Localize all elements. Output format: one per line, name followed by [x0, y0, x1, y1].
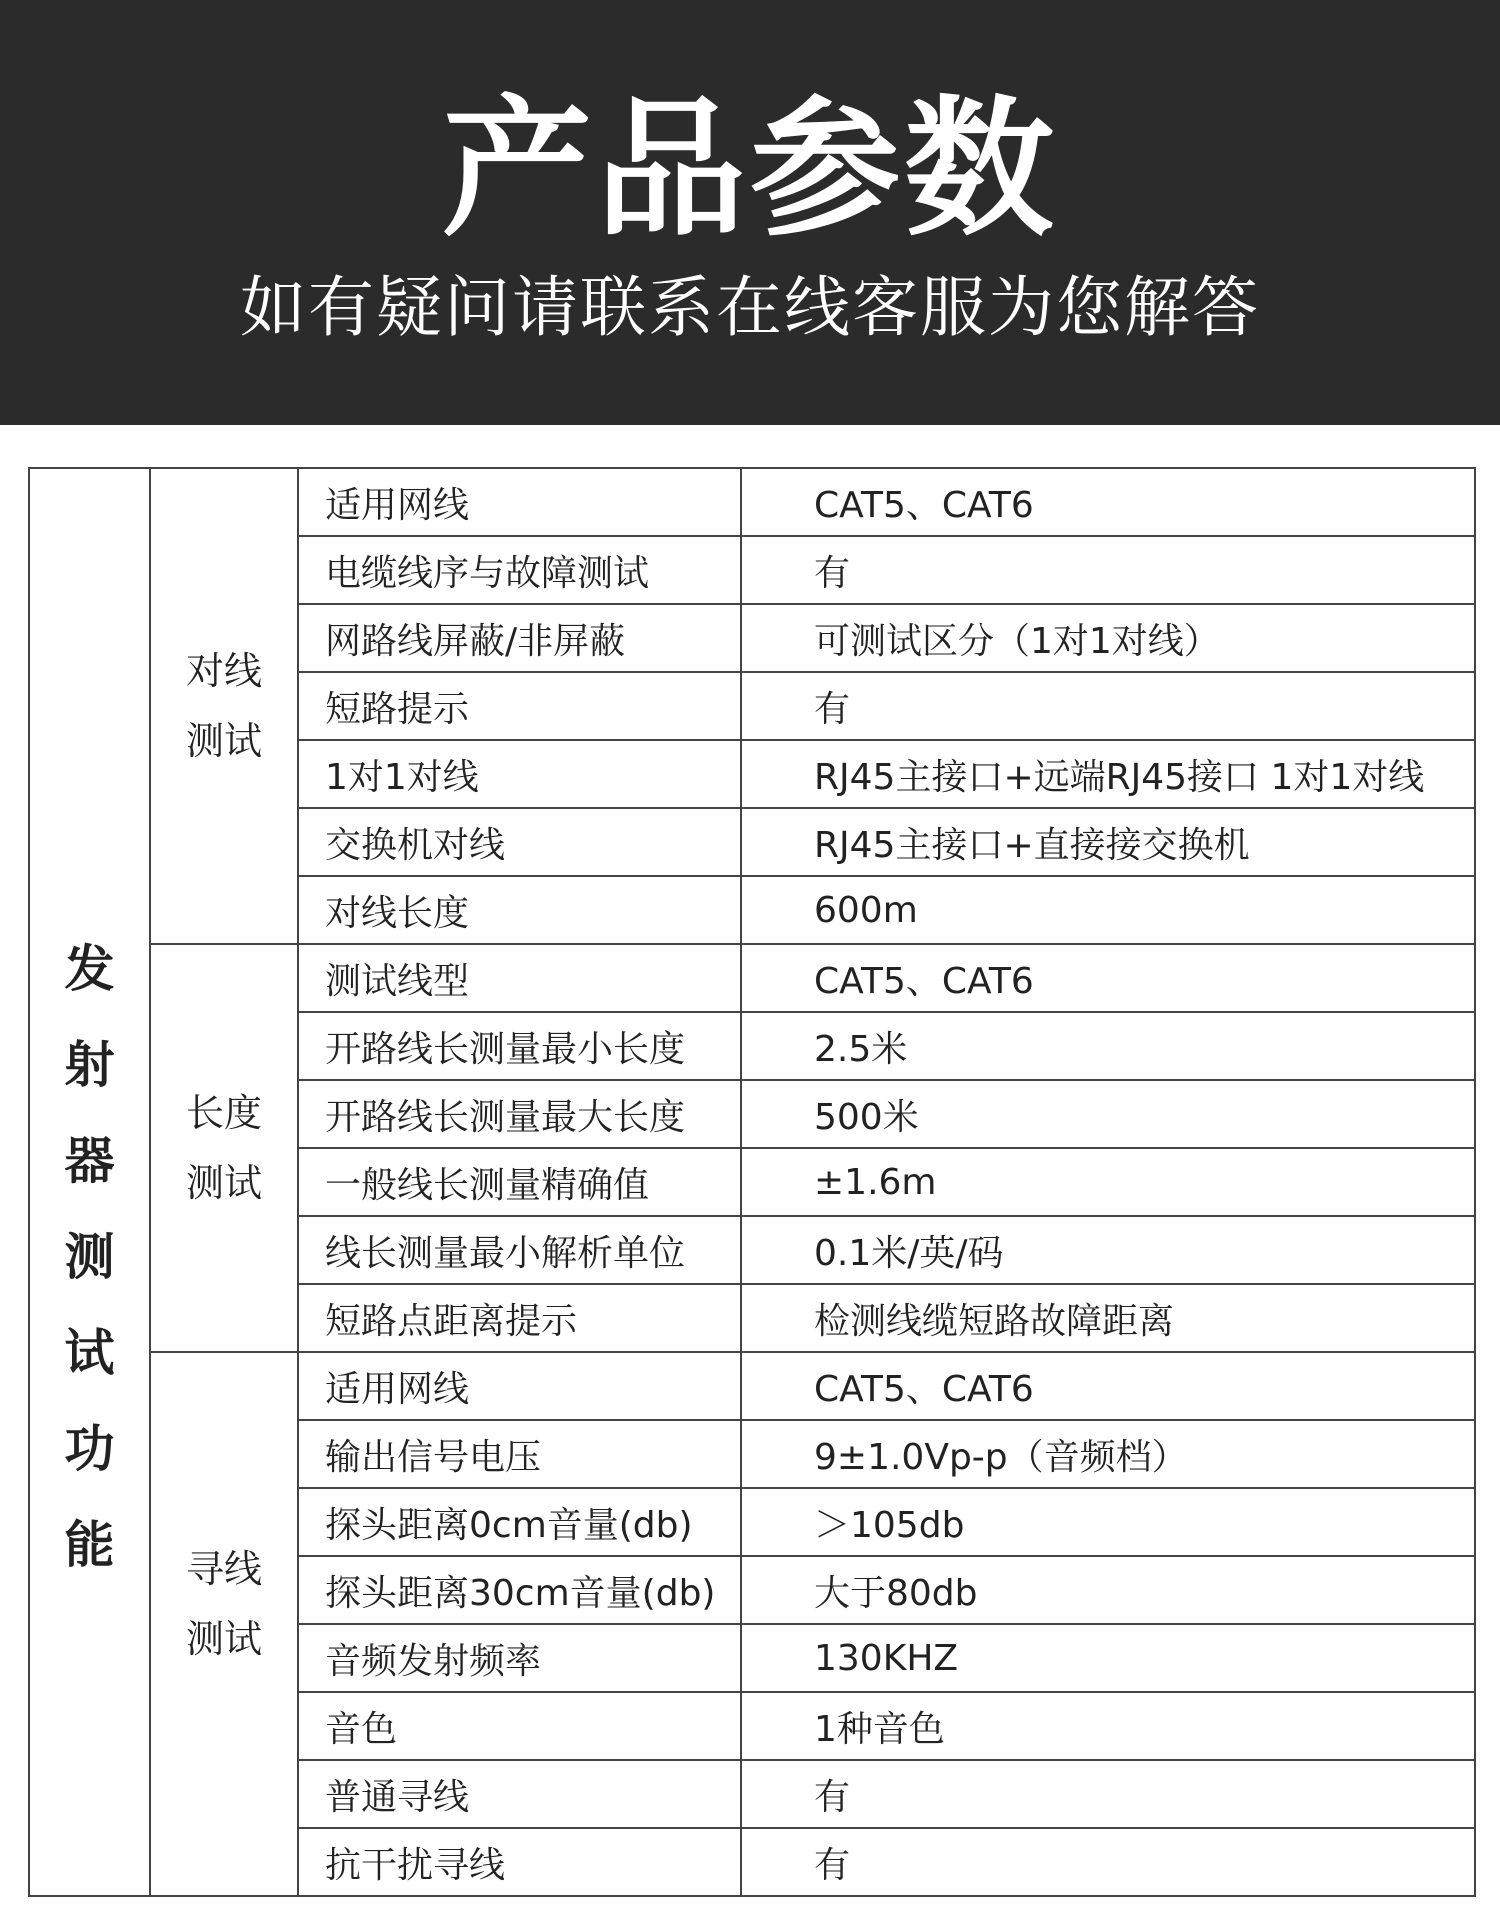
page-subtitle: 如有疑问请联系在线客服为您解答 [240, 269, 1260, 346]
page-title: 产品参数 [441, 83, 1058, 257]
group-label-line: 寻线 [185, 1547, 262, 1591]
spec-value: 130KHZ [741, 1624, 1475, 1692]
spec-value: ±1.6m [741, 1148, 1475, 1216]
section-char: 试 [64, 1324, 115, 1382]
section-char: 测 [64, 1228, 115, 1286]
spec-name: 短路提示 [298, 672, 741, 740]
spec-value: 有 [741, 1828, 1475, 1896]
spec-value: ＞105db [741, 1488, 1475, 1556]
spec-name: 开路线长测量最大长度 [298, 1080, 741, 1148]
spec-value: CAT5、CAT6 [741, 468, 1475, 536]
table-row [29, 468, 1475, 536]
section-char: 能 [64, 1516, 115, 1574]
group-label [150, 1352, 298, 1896]
spec-name: 电缆线序与故障测试 [298, 536, 741, 604]
spec-name: 适用网线 [298, 1352, 741, 1420]
table-row [29, 944, 1475, 1012]
spec-name: 抗干扰寻线 [298, 1828, 741, 1896]
group-label [150, 468, 298, 944]
spec-name: 网路线屏蔽/非屏蔽 [298, 604, 741, 672]
spec-value: 1种音色 [741, 1692, 1475, 1760]
spec-name: 测试线型 [298, 944, 741, 1012]
section-char: 射 [64, 1036, 115, 1094]
spec-name: 交换机对线 [298, 808, 741, 876]
spec-value: 9±1.0Vp-p（音频档） [741, 1420, 1475, 1488]
group-label [150, 944, 298, 1352]
spec-value: 有 [741, 672, 1475, 740]
spec-value: 有 [741, 1760, 1475, 1828]
spec-name: 1对1对线 [298, 740, 741, 808]
spec-name: 探头距离30cm音量(db) [298, 1556, 741, 1624]
spec-name: 普通寻线 [298, 1760, 741, 1828]
group-label-line: 测试 [185, 1161, 262, 1205]
spec-value: 600m [741, 876, 1475, 944]
spec-value: 2.5米 [741, 1012, 1475, 1080]
section-label [29, 468, 150, 1896]
section-char: 发 [64, 940, 115, 998]
spec-name: 输出信号电压 [298, 1420, 741, 1488]
spec-value: 检测线缆短路故障距离 [741, 1284, 1475, 1352]
header-banner [0, 0, 1500, 425]
spec-name: 音色 [298, 1692, 741, 1760]
spec-value: RJ45主接口+远端RJ45接口 1对1对线 [741, 740, 1475, 808]
spec-value: 500米 [741, 1080, 1475, 1148]
group-label-line: 测试 [185, 1617, 262, 1661]
table-row [29, 1352, 1475, 1420]
spec-name: 音频发射频率 [298, 1624, 741, 1692]
group-label-line: 测试 [185, 719, 262, 763]
spec-value: CAT5、CAT6 [741, 1352, 1475, 1420]
section-char: 器 [64, 1132, 115, 1190]
spec-name: 短路点距离提示 [298, 1284, 741, 1352]
section-char: 功 [64, 1420, 115, 1478]
spec-name: 探头距离0cm音量(db) [298, 1488, 741, 1556]
spec-value: 可测试区分（1对1对线） [741, 604, 1475, 672]
spec-name: 对线长度 [298, 876, 741, 944]
group-label-line: 对线 [185, 649, 262, 693]
group-label-line: 长度 [185, 1091, 262, 1135]
spec-name: 线长测量最小解析单位 [298, 1216, 741, 1284]
spec-value: 大于80db [741, 1556, 1475, 1624]
spec-value: CAT5、CAT6 [741, 944, 1475, 1012]
spec-value: 有 [741, 536, 1475, 604]
spec-name: 开路线长测量最小长度 [298, 1012, 741, 1080]
spec-value: 0.1米/英/码 [741, 1216, 1475, 1284]
spec-name: 适用网线 [298, 468, 741, 536]
spec-value: RJ45主接口+直接接交换机 [741, 808, 1475, 876]
spec-name: 一般线长测量精确值 [298, 1148, 741, 1216]
spec-table [28, 467, 1476, 1897]
